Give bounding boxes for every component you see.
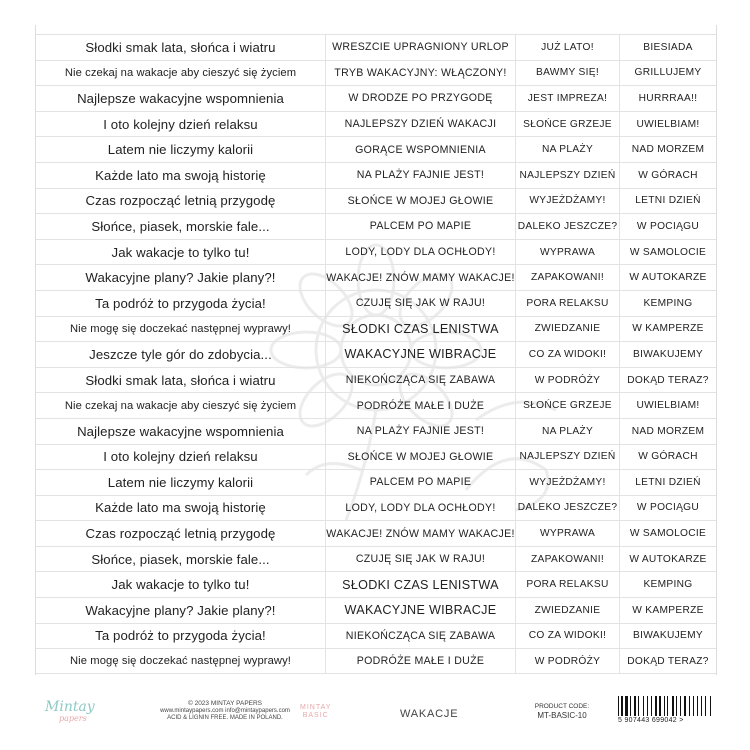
sticker-label: ZWIEDZANIE <box>516 598 620 623</box>
sticker-label: W POCIĄGU <box>636 220 700 232</box>
sticker-row <box>36 341 716 367</box>
paper-note: ACID & LIGNIN FREE. MADE IN POLAND. <box>167 715 283 721</box>
logo-sub: papers <box>59 714 87 723</box>
sticker-label: SŁOŃCE W MOJEJ GŁOWIE <box>326 445 516 470</box>
sticker-label: WYPRAWA <box>516 240 620 265</box>
line-brand <box>300 704 331 720</box>
sticker-label: NAD MORZEM <box>631 425 705 437</box>
sticker-label: BIESIADA <box>643 41 693 53</box>
sticker-label: Latem nie liczymy kalorii <box>36 470 326 495</box>
sticker-label: Najlepsze wakacyjne wspomnienia <box>36 419 326 444</box>
sticker-label: BAWMY SIĘ! <box>516 61 620 86</box>
barcode-number: 5 907443 699042 > <box>618 717 684 724</box>
sticker-label: Słodki smak lata, słońca i wiatru <box>36 35 326 60</box>
sticker-label: W SAMOLOCIE <box>629 528 707 540</box>
sticker-row <box>36 111 716 137</box>
sticker-label: Wakacyjne plany? Jakie plany?! <box>36 265 326 290</box>
copyright-block <box>145 700 305 723</box>
sticker-label: JEST IMPREZA! <box>516 86 620 111</box>
sticker-label: W GÓRACH <box>638 169 698 181</box>
sticker-label: WAKACYJNE WIBRACJE <box>326 342 516 367</box>
sticker-label: DALEKO JESZCZE? <box>516 214 620 239</box>
sticker-label: WAKACYJNE WIBRACJE <box>326 598 516 623</box>
sticker-row <box>36 392 716 418</box>
sticker-label: W SAMOLOCIE <box>629 246 707 258</box>
sticker-label: WYJEŻDŻAMY! <box>516 470 620 495</box>
sticker-label: PODRÓŻE MAŁE I DUŻE <box>326 393 516 418</box>
sticker-label: PORA RELAKSU <box>516 572 620 597</box>
sticker-label: SŁOŃCE GRZEJE <box>516 393 620 418</box>
barcode <box>618 696 713 726</box>
sticker-label: SŁOŃCE W MOJEJ GŁOWIE <box>326 189 516 214</box>
sticker-label: ZAPAKOWANI! <box>516 265 620 290</box>
sticker-label: Nie mogę się doczekać następnej wyprawy! <box>36 317 326 342</box>
sticker-label: Nie czekaj na wakacje aby cieszyć się życiem <box>36 393 326 418</box>
sticker-row <box>36 239 716 265</box>
sticker-label: WYPRAWA <box>516 521 620 546</box>
sticker-label: NA PLAŻY <box>516 419 620 444</box>
sticker-label: LODY, LODY DLA OCHŁODY! <box>326 240 516 265</box>
sticker-label: Czas rozpocząć letnią przygodę <box>36 521 326 546</box>
sticker-label: WYJEŻDŻAMY! <box>516 189 620 214</box>
sticker-row <box>36 520 716 546</box>
sticker-row <box>36 264 716 290</box>
sheet-footer <box>35 680 715 730</box>
sticker-label: NA PLAŻY FAJNIE JEST! <box>326 163 516 188</box>
sticker-label: DOKĄD TERAZ? <box>627 374 709 386</box>
sticker-row <box>36 60 716 86</box>
sticker-row <box>36 546 716 572</box>
sticker-label: PODRÓŻE MAŁE I DUŻE <box>326 649 516 673</box>
sticker-label: NIEKOŃCZĄCA SIĘ ZABAWA <box>326 624 516 649</box>
brand-top: MINTAY <box>300 704 332 711</box>
sticker-row <box>36 290 716 316</box>
sticker-label: PALCEM PO MAPIE <box>326 214 516 239</box>
contact-text: www.mintaypapers.com info@mintaypapers.com <box>160 707 290 714</box>
sticker-label: W POCIĄGU <box>636 502 700 514</box>
product-code-value: MT-BASIC-10 <box>537 711 587 720</box>
sticker-label: JUŻ LATO! <box>516 35 620 60</box>
sticker-label: WAKACJE! ZNÓW MAMY WAKACJE! <box>326 265 516 290</box>
sticker-label: W PODRÓŻY <box>516 649 620 673</box>
sticker-label: W PODRÓŻY <box>516 368 620 393</box>
sticker-label: CO ZA WIDOKI! <box>516 342 620 367</box>
sticker-label: Słońce, piasek, morskie fale... <box>36 214 326 239</box>
sticker-label: Jeszcze tyle gór do zdobycia... <box>36 342 326 367</box>
sticker-label: DALEKO JESZCZE? <box>516 496 620 521</box>
sticker-row <box>36 648 716 674</box>
sticker-label: NIEKOŃCZĄCA SIĘ ZABAWA <box>326 368 516 393</box>
sticker-row <box>36 316 716 342</box>
sticker-label: W KAMPERZE <box>632 323 704 335</box>
sticker-grid <box>36 34 716 674</box>
sticker-row <box>36 623 716 649</box>
sticker-row <box>36 418 716 444</box>
sticker-label: NA PLAŻY <box>516 137 620 162</box>
copyright-text: © 2023 MINTAY PAPERS <box>187 700 263 707</box>
sticker-label: NAJLEPSZY DZIEŃ <box>516 163 620 188</box>
sticker-label: LETNI DZIEŃ <box>635 195 701 207</box>
sticker-label: W GÓRACH <box>638 451 698 463</box>
sticker-label: CZUJĘ SIĘ JAK W RAJU! <box>326 291 516 316</box>
sticker-label: I oto kolejny dzień relaksu <box>36 112 326 137</box>
sticker-label: UWIELBIAM! <box>636 400 700 412</box>
sticker-label: TRYB WAKACYJNY: WŁĄCZONY! <box>326 61 516 86</box>
brand-logo <box>45 699 95 724</box>
sticker-label: HURRRAA!! <box>638 92 698 104</box>
sticker-label: LETNI DZIEŃ <box>635 476 701 488</box>
sticker-label: ZAPAKOWANI! <box>516 547 620 572</box>
sticker-row <box>36 162 716 188</box>
sticker-label: NA PLAŻY FAJNIE JEST! <box>326 419 516 444</box>
sticker-label: Wakacyjne plany? Jakie plany?! <box>36 598 326 623</box>
sticker-label: W KAMPERZE <box>632 604 704 616</box>
sticker-label: W DRODZE PO PRZYGODĘ <box>326 86 516 111</box>
logo-main: Mintay <box>45 699 95 715</box>
sticker-label: Latem nie liczymy kalorii <box>36 137 326 162</box>
sticker-label: UWIELBIAM! <box>636 118 700 130</box>
sticker-row <box>36 188 716 214</box>
sticker-row <box>36 367 716 393</box>
sticker-label: LODY, LODY DLA OCHŁODY! <box>326 496 516 521</box>
sticker-label: PALCEM PO MAPIE <box>326 470 516 495</box>
sticker-label: NAJLEPSZY DZIEŃ <box>516 445 620 470</box>
sticker-label: Ta podróż to przygoda życia! <box>36 291 326 316</box>
sticker-label: Nie mogę się doczekać następnej wyprawy! <box>36 649 326 673</box>
sticker-label: KEMPING <box>643 297 693 309</box>
sticker-label: Słońce, piasek, morskie fale... <box>36 547 326 572</box>
sticker-label: Ta podróż to przygoda życia! <box>36 624 326 649</box>
sticker-label: Nie czekaj na wakacje aby cieszyć się życiem <box>36 61 326 86</box>
sticker-label: WRESZCIE UPRAGNIONY URLOP <box>326 35 516 60</box>
sticker-label: Słodki smak lata, słońca i wiatru <box>36 368 326 393</box>
sticker-label: CZUJĘ SIĘ JAK W RAJU! <box>326 547 516 572</box>
sticker-label: GORĄCE WSPOMNIENIA <box>326 137 516 162</box>
sticker-row <box>36 571 716 597</box>
sticker-label: KEMPING <box>643 579 693 591</box>
sticker-label: WAKACJE! ZNÓW MAMY WAKACJE! <box>326 521 516 546</box>
sticker-label: SŁODKI CZAS LENISTWA <box>326 317 516 342</box>
sticker-label: Najlepsze wakacyjne wspomnienia <box>36 86 326 111</box>
sticker-row <box>36 495 716 521</box>
sticker-label: PORA RELAKSU <box>516 291 620 316</box>
sticker-label: SŁODKI CZAS LENISTWA <box>326 572 516 597</box>
product-code-label: PRODUCT CODE: <box>534 703 590 710</box>
brand-bottom: BASIC <box>302 712 329 719</box>
sticker-label: BIWAKUJEMY <box>633 348 703 360</box>
sticker-row <box>36 136 716 162</box>
sticker-row <box>36 213 716 239</box>
sticker-label: Każde lato ma swoją historię <box>36 163 326 188</box>
sticker-label: Jak wakacje to tylko tu! <box>36 240 326 265</box>
sticker-row <box>36 444 716 470</box>
product-code <box>527 702 597 720</box>
sticker-label: GRILLUJEMY <box>634 67 702 79</box>
sticker-label: W AUTOKARZE <box>629 272 707 284</box>
sticker-label: Czas rozpocząć letnią przygodę <box>36 189 326 214</box>
sticker-row <box>36 85 716 111</box>
sticker-label: W AUTOKARZE <box>629 553 707 565</box>
sticker-row <box>36 34 716 60</box>
sticker-label: Każde lato ma swoją historię <box>36 496 326 521</box>
sticker-label: NAJLEPSZY DZIEŃ WAKACJI <box>326 112 516 137</box>
sticker-label: BIWAKUJEMY <box>633 630 703 642</box>
collection-name: WAKACJE <box>400 708 459 720</box>
sticker-sheet <box>35 25 717 675</box>
sticker-label: I oto kolejny dzień relaksu <box>36 445 326 470</box>
barcode-bars-icon <box>618 696 713 716</box>
sticker-label: DOKĄD TERAZ? <box>627 655 709 667</box>
sticker-label: SŁOŃCE GRZEJE <box>516 112 620 137</box>
sticker-label: Jak wakacje to tylko tu! <box>36 572 326 597</box>
sticker-label: ZWIEDZANIE <box>516 317 620 342</box>
sticker-row <box>36 469 716 495</box>
sticker-row <box>36 597 716 623</box>
sticker-label: NAD MORZEM <box>631 144 705 156</box>
sticker-label: CO ZA WIDOKI! <box>516 624 620 649</box>
